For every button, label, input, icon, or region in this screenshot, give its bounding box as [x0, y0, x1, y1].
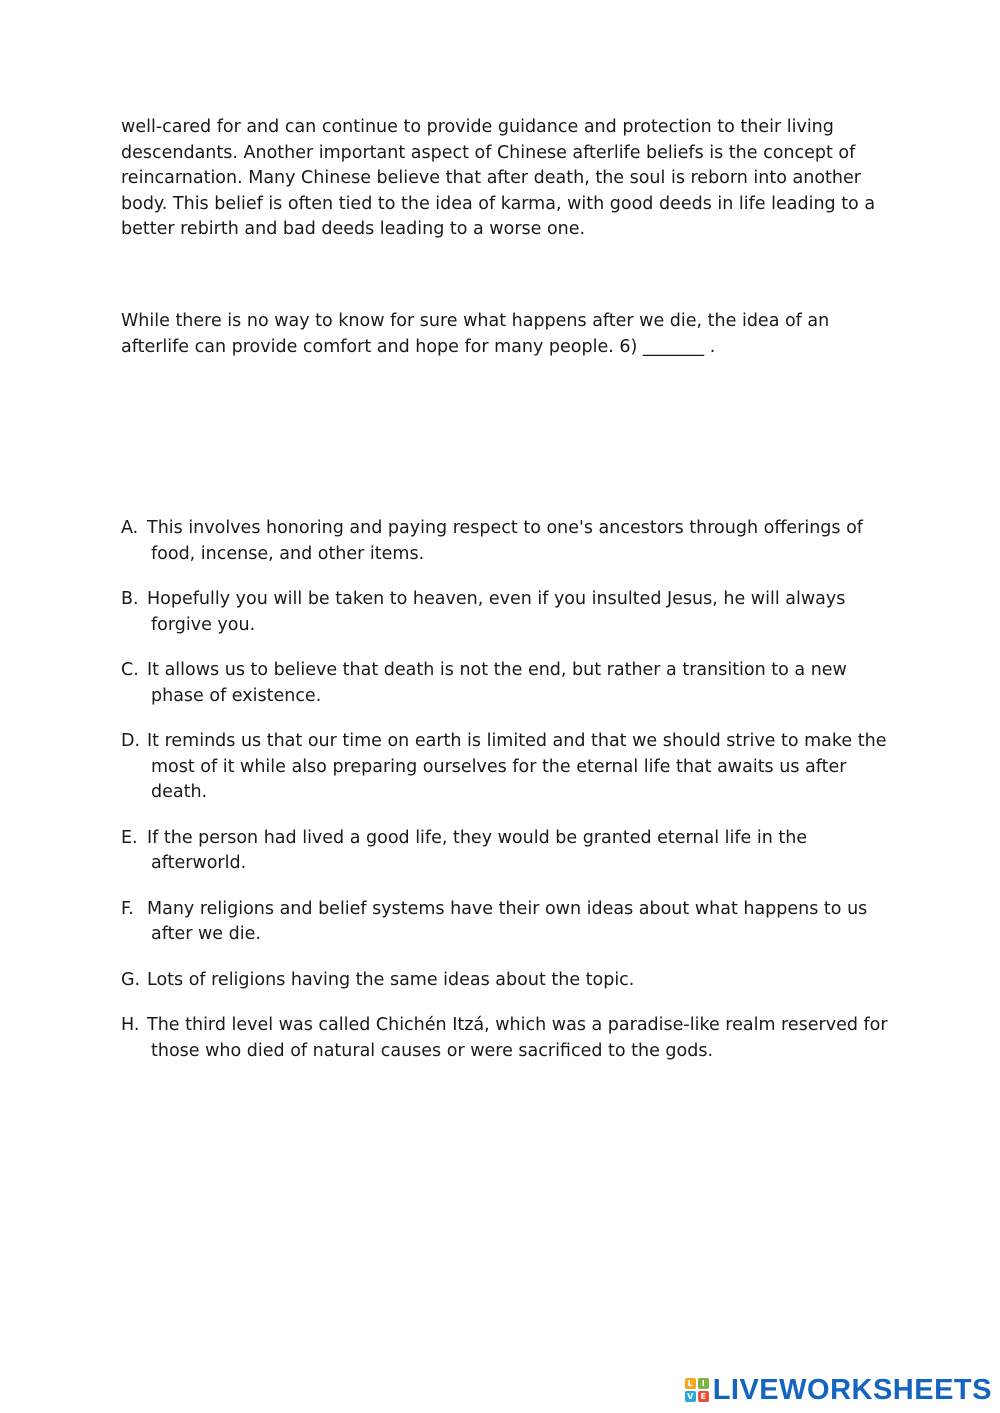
logo-blocks-icon: [685, 1378, 709, 1402]
option-text: If the person had lived a good life, they would be granted eternal life in the afterworld.: [147, 827, 808, 873]
option-e: [121, 826, 891, 877]
option-d: [121, 729, 891, 806]
option-letter: C.: [121, 660, 139, 680]
reading-paragraph-2: [121, 309, 881, 360]
reading-paragraph-1: well-cared for and can continue to provide guidance and protection to their living descendants. Another important aspect of Chinese afterlife beliefs is the concept of reincarnation. Many Chinese believe that after death, the soul is reborn into another body. This belief is often tied to the idea of karma, with good deeds in life leading to a better rebirth and bad deeds leading to a worse one.: [121, 117, 876, 239]
option-b: [121, 587, 891, 638]
option-letter: F.: [121, 898, 134, 919]
option-letter: G.: [121, 969, 141, 990]
option-text: It reminds us that our time on earth is limited and that we should strive to make the most of it while also preparing ourselves for the eternal life that awaits us after death.: [147, 731, 887, 802]
gap-6-blank[interactable]: _______: [642, 336, 705, 357]
option-h: [121, 1013, 891, 1064]
option-text: This involves honoring and paying respect to one's ancestors through offerings of food, incense, and other items.: [147, 518, 863, 564]
option-a: [121, 516, 891, 567]
option-letter: A.: [121, 518, 139, 538]
option-text: Many religions and belief systems have their own ideas about what happens to us after we die.: [147, 898, 868, 944]
option-letter: B.: [121, 589, 139, 609]
option-text: Lots of religions having the same ideas about the topic.: [147, 969, 635, 990]
gap-number: 6): [619, 336, 638, 357]
option-c: [121, 658, 891, 709]
option-letter: H.: [121, 1015, 140, 1035]
logo-block-e: E: [698, 1391, 709, 1402]
option-f: [121, 897, 891, 948]
paragraph-2-text: While there is no way to know for sure what happens after we die, the idea of an afterlife can provide comfort and hope for many people.: [121, 311, 830, 357]
logo-text: LIVEWORKSHEETS: [712, 1373, 992, 1406]
option-text: It allows us to believe that death is not the end, but rather a transition to a new phase of existence.: [147, 660, 847, 706]
option-g: [121, 968, 891, 994]
logo-block-v: V: [685, 1391, 696, 1402]
liveworksheets-logo: [685, 1373, 992, 1407]
option-letter: D.: [121, 731, 141, 751]
option-text: The third level was called Chichén Itzá, which was a paradise-like realm reserved for those who died of natural causes or were sacrificed to the gods.: [147, 1015, 888, 1061]
paragraph-2-end: .: [709, 336, 716, 357]
option-letter: E.: [121, 827, 138, 848]
option-text: Hopefully you will be taken to heaven, even if you insulted Jesus, he will always forgive you.: [147, 589, 846, 635]
answer-options-list: [121, 516, 891, 1084]
logo-block-l: L: [685, 1378, 696, 1389]
logo-block-i: I: [698, 1378, 709, 1389]
